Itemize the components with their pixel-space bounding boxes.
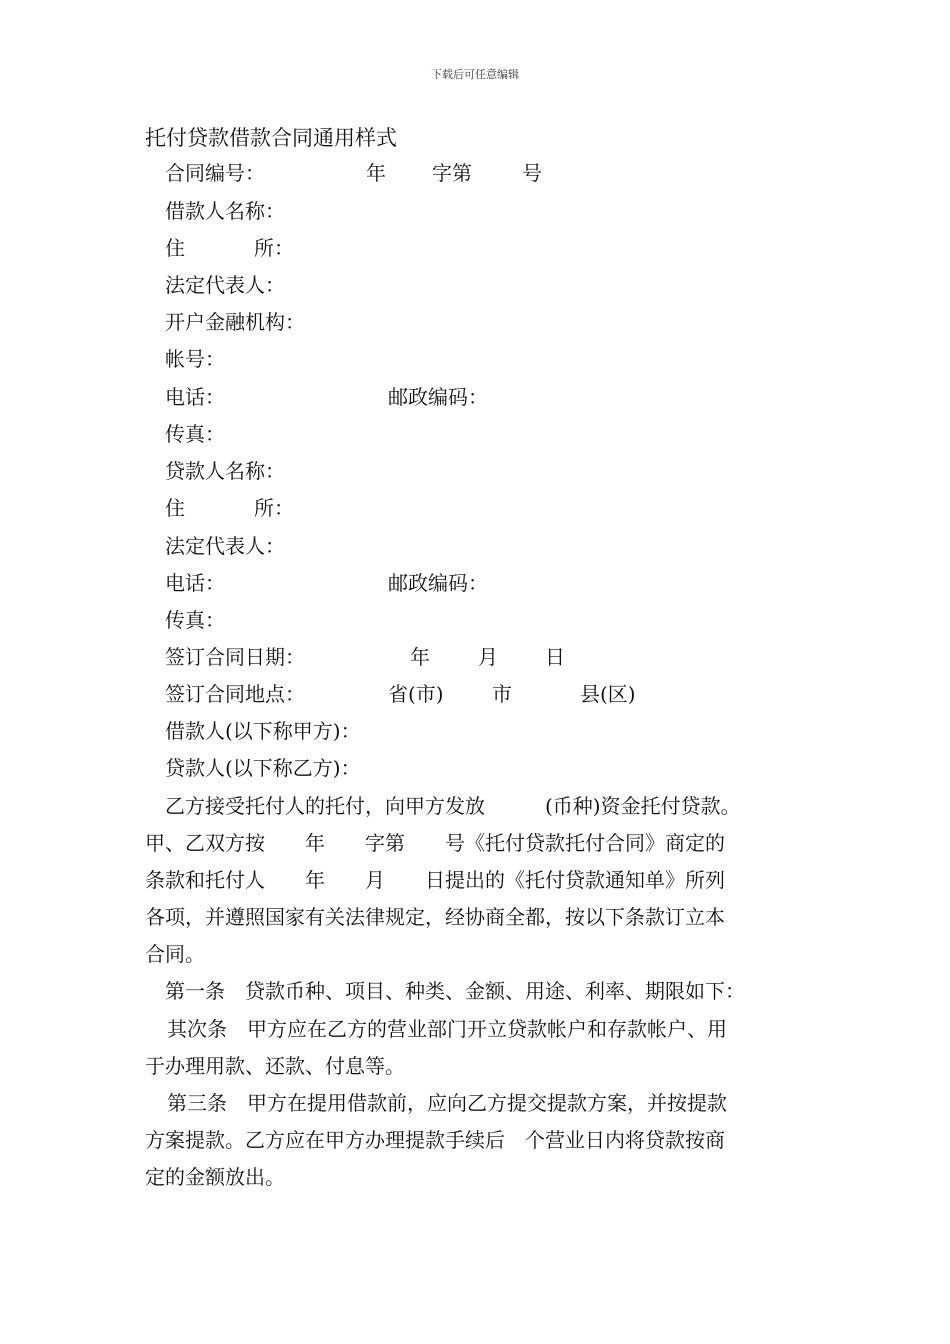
intro-line: 甲、乙双方按 年 字第 号《托付贷款托付合同》商定的 (145, 831, 725, 855)
party-a-label: 借款人(以下称甲方)： (165, 719, 361, 743)
article-3 (145, 1085, 807, 1196)
sign-date-year: 年 (410, 645, 430, 669)
sign-date-day: 日 (545, 645, 565, 669)
contract-no-hao: 号 (522, 161, 542, 185)
sign-place-label: 签订合同地点： (165, 682, 305, 706)
intro-line: 各项，并遵照国家有关法律规定，经协商全都，按以下条款订立本 (145, 905, 725, 929)
borrower-name-label: 借款人名称： (165, 199, 285, 223)
intro-paragraph (145, 788, 807, 973)
sign-place-province: 省(市) (388, 682, 444, 706)
account-label: 帐号： (165, 347, 225, 371)
lender-rep-label: 法定代表人： (165, 534, 285, 558)
lender-name-label: 贷款人名称： (165, 459, 285, 483)
borrower-phone-label: 电话： (165, 385, 225, 409)
intro-line: 乙方接受托付人的托付，向甲方发放 (币种)资金托付贷款。 (165, 794, 741, 818)
page-header: 下载后可任意编辑 (431, 68, 519, 81)
sign-place-county: 县(区) (580, 682, 636, 706)
party-b-label: 贷款人(以下称乙方)： (165, 756, 361, 780)
article-2 (145, 1011, 807, 1085)
contract-no-year: 年 (366, 161, 386, 185)
document-title: 托付贷款借款合同通用样式 (145, 126, 397, 150)
article-1-line: 第一条 贷款币种、项目、种类、金额、用途、利率、期限如下： (165, 979, 745, 1003)
article-2-line: 于办理用款、还款、付息等。 (145, 1054, 405, 1078)
contract-no-zi: 字第 (432, 161, 472, 185)
intro-line: 合同。 (145, 942, 205, 966)
article-3-line: 定的金额放出。 (145, 1165, 285, 1189)
borrower-addr-label-a: 住 (165, 236, 185, 260)
sign-place-city: 市 (492, 682, 512, 706)
borrower-rep-label: 法定代表人： (165, 273, 285, 297)
lender-addr-label-a: 住 (165, 496, 185, 520)
lender-addr-label-b: 所： (254, 496, 294, 520)
borrower-addr-label-b: 所： (254, 236, 294, 260)
article-3-line: 第三条 甲方在提用借款前，应向乙方提交提款方案，并按提款 (167, 1091, 727, 1115)
article-2-line: 其次条 甲方应在乙方的营业部门开立贷款帐户和存款帐户、用 (167, 1017, 727, 1041)
lender-fax-label: 传真： (165, 608, 225, 632)
lender-postcode-label: 邮政编码： (388, 571, 488, 595)
borrower-postcode-label: 邮政编码： (388, 385, 488, 409)
article-1 (145, 973, 807, 1010)
sign-date-label: 签订合同日期： (165, 645, 305, 669)
sign-date-month: 月 (478, 645, 498, 669)
intro-line: 条款和托付人 年 月 日提出的《托付贷款通知单》所列 (145, 868, 725, 892)
article-3-line: 方案提款。乙方应在甲方办理提款手续后 个营业日内将贷款按商 (145, 1128, 725, 1152)
contract-no-label: 合同编号： (165, 161, 265, 185)
borrower-fax-label: 传真： (165, 422, 225, 446)
bank-label: 开户金融机构： (165, 310, 305, 334)
lender-phone-label: 电话： (165, 571, 225, 595)
